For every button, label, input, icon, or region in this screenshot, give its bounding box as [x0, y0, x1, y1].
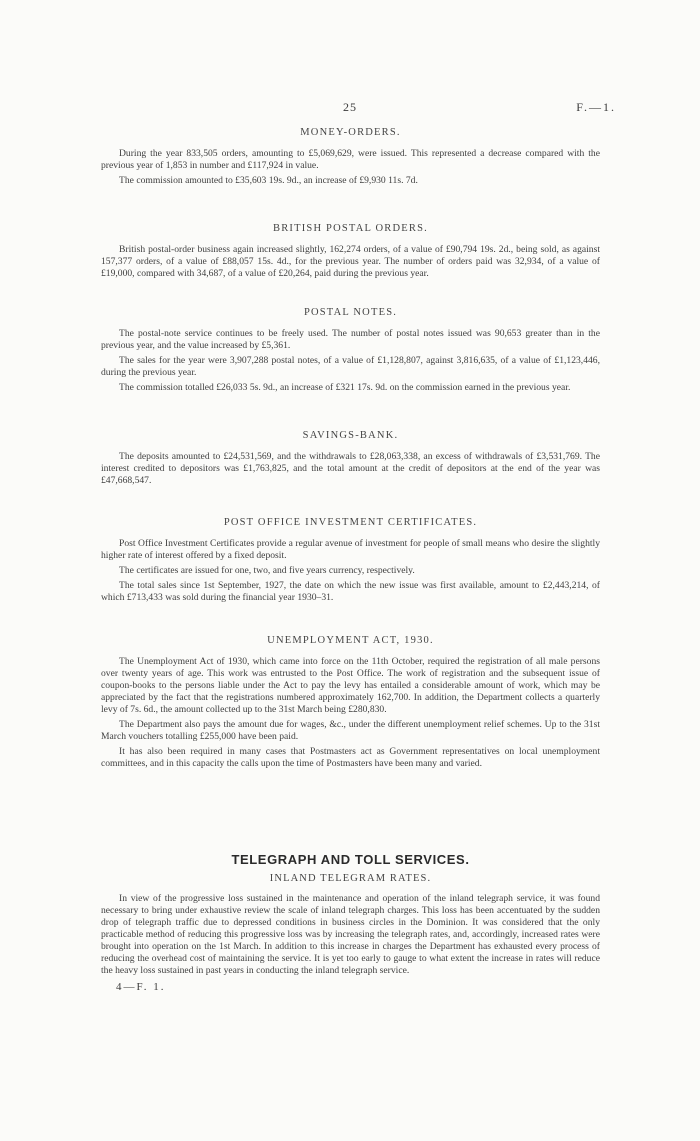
sub-heading: INLAND TELEGRAM RATES. — [269, 873, 432, 884]
section-unemployment-act — [101, 635, 600, 773]
section-telegraph-and-toll-services — [101, 852, 600, 993]
paragraph: It has also been required in many cases that Postmasters act as Government representatives on local unemployment committees, and in this capacity the calls upon the time of Postmasters have been many and varied. — [101, 746, 600, 769]
section-heading: SAVINGS-BANK. — [302, 430, 399, 441]
paragraph: The certificates are issued for one, two, and five years currency, respectively. — [119, 565, 415, 576]
section-savings-bank — [101, 430, 600, 490]
section-postal-notes — [101, 307, 600, 397]
section-money-orders — [101, 127, 600, 190]
paragraph: Post Office Investment Certificates provide a regular avenue of investment for people of small means who desire the slightly higher rate of interest offered by a fixed deposit. — [101, 538, 600, 561]
part-heading: TELEGRAPH AND TOLL SERVICES. — [231, 852, 470, 867]
page-signature-mark: 4—F. 1. — [116, 981, 166, 993]
paragraph: The deposits amounted to £24,531,569, and the withdrawals to £28,063,338, an excess of withdrawals of £3,531,769. The interest credited to depositors was £1,763,825, and the total amount at the credit of depositors at the end of the year was £47,668,547. — [101, 451, 600, 486]
section-heading: UNEMPLOYMENT ACT, 1930. — [267, 635, 434, 646]
paragraph: The sales for the year were 3,907,288 postal notes, of a value of £1,128,807, against 3,816,635, of a value of £1,123,446, during the previous year. — [101, 355, 600, 378]
paragraph: The commission totalled £26,033 5s. 9d., an increase of £321 17s. 9d. on the commission earned in the previous year. — [119, 382, 571, 393]
paragraph: The Department also pays the amount due for wages, &c., under the different unemployment relief schemes. Up to the 31st March vouchers totalling £255,000 have been paid. — [101, 719, 600, 742]
paragraph: The commission amounted to £35,603 19s. 9d., an increase of £9,930 11s. 7d. — [119, 175, 418, 186]
paragraph: British postal-order business again increased slightly, 162,274 orders, of a value of £90,794 19s. 2d., being sold, as against 157,377 orders, of a value of £88,057 15s. 4d., for the previous year. The number of orders paid was 32,934, of a value of £19,000, compared with 34,687, of a value of £20,264, paid during the previous year. — [101, 244, 600, 279]
section-investment-certificates — [101, 517, 600, 607]
section-heading: POSTAL NOTES. — [303, 307, 398, 318]
paragraph: The postal-note service continues to be freely used. The number of postal notes issued was 90,653 greater than in the previous year, and the value increased by £5,361. — [101, 328, 600, 351]
page-number: 25 — [343, 100, 357, 114]
document-reference: F.—1. — [576, 100, 616, 114]
paragraph: In view of the progressive loss sustained in the maintenance and operation of the inland telegraph service, it was found necessary to bring under exhaustive review the scale of inland telegraph charges. This loss has been accentuated by the sudden drop of telegraph traffic due to depressed conditions in business circles in the Dominion. It was considered that the only practicable method of reducing this progressive loss was by increasing the telegraph rates, and, accordingly, increased rates were brought into operation on the 1st March. In addition to this increase in charges the Department has exhausted every process of reducing the overhead cost of maintaining the service. It is yet too early to gauge to what extent the increase in rates will reduce the heavy loss sustained in past years in conducting the inland telegraph service. — [101, 893, 600, 976]
paragraph: The total sales since 1st September, 1927, the date on which the new issue was first available, amount to £2,443,214, of which £713,433 was sold during the financial year 1930–31. — [101, 580, 600, 603]
paragraph: The Unemployment Act of 1930, which came into force on the 11th October, required the registration of all male persons over twenty years of age. This work was entrusted to the Post Office. The work of registration and the subsequent issue of coupon-books to the persons liable under the Act to pay the levy has entailed a considerable amount of work, which may be appreciated by the fact that the registrations numbered approximately 162,700. In addition, the Department collects a quarterly levy of 7s. 6d., the amount collected up to the 31st March being £280,830. — [101, 656, 600, 715]
paragraph: During the year 833,505 orders, amounting to £5,069,629, were issued. This represented a decrease compared with the previous year of 1,853 in number and £117,924 in value. — [101, 148, 600, 171]
section-british-postal-orders — [101, 223, 600, 283]
section-heading: MONEY-ORDERS. — [300, 127, 401, 138]
section-heading: POST OFFICE INVESTMENT CERTIFICATES. — [223, 517, 478, 528]
section-heading: BRITISH POSTAL ORDERS. — [273, 223, 428, 234]
